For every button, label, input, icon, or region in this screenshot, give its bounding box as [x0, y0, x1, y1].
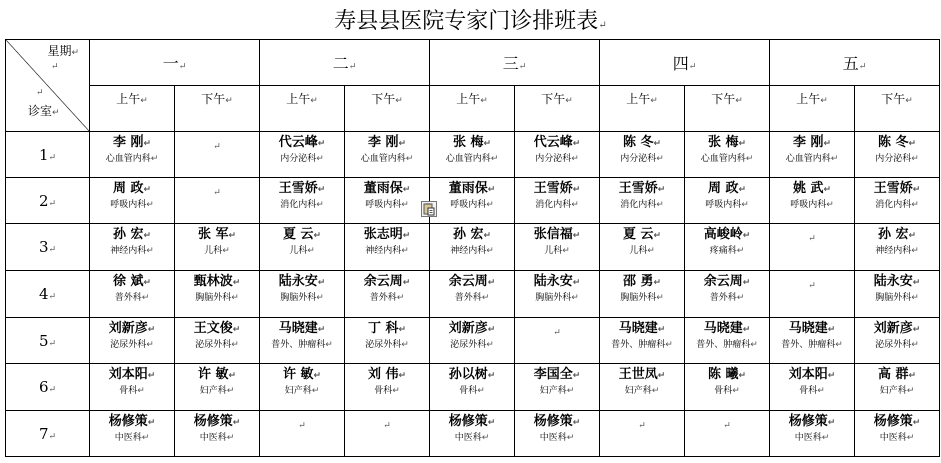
doctor-name: 刘新彦↵ — [448, 321, 496, 336]
table-row — [6, 224, 940, 271]
corner-header-cell — [6, 40, 90, 132]
schedule-cell[interactable] — [260, 224, 345, 271]
doctor-name: 代云峰↵ — [533, 135, 581, 150]
department-label: 呼吸内科↵ — [110, 200, 154, 210]
doctor-name: 陆永安↵ — [873, 274, 921, 289]
department-label: 心血管内科↵ — [360, 154, 414, 164]
half-header-pm: 下午↵ — [855, 86, 940, 132]
schedule-cell[interactable] — [770, 271, 855, 318]
schedule-cell[interactable] — [260, 178, 345, 224]
header-row-halves — [6, 86, 940, 132]
department-label: 普外科↵ — [454, 293, 490, 303]
doctor-name: 李国全↵ — [533, 367, 581, 382]
department-label: 中医科↵ — [114, 433, 150, 443]
department-label: 神经内科↵ — [450, 246, 494, 256]
doctor-name: 陆永安↵ — [278, 274, 326, 289]
department-label: 胸脑外科↵ — [535, 293, 579, 303]
room-number-cell: 4↵ — [6, 271, 90, 318]
room-number-cell: 5↵ — [6, 318, 90, 364]
schedule-cell[interactable] — [90, 132, 175, 178]
schedule-cell[interactable] — [430, 178, 515, 224]
doctor-name: 高峻岭↵ — [703, 227, 751, 242]
doctor-name: 陈 曦↵ — [707, 367, 747, 382]
doctor-name: 许 敏↵ — [197, 367, 237, 382]
schedule-cell[interactable] — [855, 178, 940, 224]
doctor-name: 甄林波↵ — [193, 274, 241, 289]
header-row-days — [6, 40, 940, 86]
schedule-cell[interactable] — [345, 271, 430, 318]
schedule-cell[interactable] — [515, 318, 600, 364]
department-label: 骨科↵ — [459, 386, 485, 396]
schedule-cell[interactable] — [345, 178, 430, 224]
schedule-cell[interactable] — [175, 411, 260, 457]
half-header-am: 上午↵ — [770, 86, 855, 132]
doctor-name: 董雨保↵ — [363, 181, 411, 196]
doctor-name: 余云周↵ — [703, 274, 751, 289]
schedule-cell[interactable] — [600, 364, 685, 411]
doctor-name: 董雨保↵ — [448, 181, 496, 196]
doctor-name: 李 刚↵ — [792, 135, 832, 150]
half-header-am: 上午↵ — [600, 86, 685, 132]
doctor-name: 李 刚↵ — [367, 135, 407, 150]
schedule-cell[interactable] — [260, 132, 345, 178]
doctor-name: 马晓建↵ — [278, 321, 326, 336]
schedule-cell[interactable] — [600, 132, 685, 178]
doctor-name: 刘 伟↵ — [367, 367, 407, 382]
doctor-name: 杨修策↵ — [193, 414, 241, 429]
department-label: 儿科↵ — [289, 246, 315, 256]
table-row — [6, 364, 940, 411]
schedule-table — [5, 39, 940, 457]
paragraph-mark: ↵ — [298, 421, 306, 431]
schedule-cell[interactable] — [685, 411, 770, 457]
half-header-am: 上午↵ — [260, 86, 345, 132]
room-number-cell: 3↵ — [6, 224, 90, 271]
schedule-cell[interactable] — [770, 132, 855, 178]
doctor-name: 孙 宏↵ — [452, 227, 492, 242]
schedule-cell[interactable] — [685, 132, 770, 178]
schedule-cell[interactable] — [770, 318, 855, 364]
paragraph-mark: ↵ — [808, 281, 816, 291]
doctor-name: 陈 冬↵ — [622, 135, 662, 150]
schedule-cell[interactable] — [770, 224, 855, 271]
schedule-cell[interactable] — [90, 178, 175, 224]
paragraph-mark: ↵ — [213, 188, 221, 198]
half-header-am: 上午↵ — [430, 86, 515, 132]
doctor-name: 马晓建↵ — [788, 321, 836, 336]
doctor-name: 孙 宏↵ — [112, 227, 152, 242]
doctor-name: 陈 冬↵ — [877, 135, 917, 150]
schedule-cell[interactable] — [175, 364, 260, 411]
weekday-corner-label: 星期↵ — [47, 44, 79, 58]
doctor-name: 孙以树↵ — [448, 367, 496, 382]
schedule-cell[interactable] — [90, 318, 175, 364]
room-number-cell: 6↵ — [6, 364, 90, 411]
schedule-cell[interactable] — [855, 411, 940, 457]
schedule-cell[interactable] — [515, 364, 600, 411]
department-label: 消化内科↵ — [875, 200, 919, 210]
paste-options-icon[interactable] — [421, 201, 437, 217]
schedule-cell[interactable] — [90, 271, 175, 318]
department-label: 儿科↵ — [544, 246, 570, 256]
paragraph-mark: ↵ — [383, 421, 391, 431]
schedule-cell[interactable] — [175, 224, 260, 271]
department-label: 骨科↵ — [374, 386, 400, 396]
doctor-name: 马晓建↵ — [703, 321, 751, 336]
department-label: 普外科↵ — [709, 293, 745, 303]
room-number-cell: 7↵ — [6, 411, 90, 457]
schedule-cell[interactable] — [90, 224, 175, 271]
table-row — [6, 411, 940, 457]
department-label: 骨科↵ — [799, 386, 825, 396]
department-label: 消化内科↵ — [280, 200, 324, 210]
doctor-name: 刘新彦↵ — [873, 321, 921, 336]
department-label: 中医科↵ — [539, 433, 575, 443]
schedule-cell[interactable] — [260, 411, 345, 457]
department-label: 心血管内科↵ — [105, 154, 159, 164]
doctor-name: 许 敏↵ — [282, 367, 322, 382]
half-header-pm: 下午↵ — [515, 86, 600, 132]
schedule-cell[interactable] — [600, 178, 685, 224]
doctor-name: 杨修策↵ — [873, 414, 921, 429]
doctor-name: 刘新彦↵ — [108, 321, 156, 336]
department-label: 心血管内科↵ — [700, 154, 754, 164]
department-label: 泌尿外科↵ — [450, 340, 494, 350]
department-label: 中医科↵ — [879, 433, 915, 443]
department-label: 内分泌科↵ — [535, 154, 579, 164]
department-label: 消化内科↵ — [535, 200, 579, 210]
department-label: 呼吸内科↵ — [790, 200, 834, 210]
schedule-cell[interactable] — [345, 411, 430, 457]
doctor-name: 王世凤↵ — [618, 367, 666, 382]
department-label: 呼吸内科↵ — [450, 200, 494, 210]
doctor-name: 夏 云↵ — [622, 227, 662, 242]
schedule-cell[interactable] — [685, 178, 770, 224]
schedule-cell[interactable] — [430, 271, 515, 318]
doctor-name: 王雪娇↵ — [533, 181, 581, 196]
schedule-cell[interactable] — [515, 411, 600, 457]
half-header-pm: 下午↵ — [685, 86, 770, 132]
doctor-name: 杨修策↵ — [788, 414, 836, 429]
doctor-name: 王雪娇↵ — [618, 181, 666, 196]
department-label: 儿科↵ — [629, 246, 655, 256]
half-header-am: 上午↵ — [90, 86, 175, 132]
department-label: 胸脑外科↵ — [195, 293, 239, 303]
department-label: 妇产科↵ — [284, 386, 320, 396]
paragraph-mark: ↵ — [213, 142, 221, 152]
schedule-cell[interactable] — [430, 411, 515, 457]
schedule-cell[interactable] — [770, 178, 855, 224]
doctor-name: 刘本阳↵ — [108, 367, 156, 382]
schedule-cell[interactable] — [515, 132, 600, 178]
department-label: 心血管内科↵ — [785, 154, 839, 164]
schedule-cell[interactable] — [855, 224, 940, 271]
schedule-cell[interactable] — [600, 318, 685, 364]
doctor-name: 王文俊↵ — [193, 321, 241, 336]
schedule-cell[interactable] — [430, 318, 515, 364]
department-label: 普外科↵ — [369, 293, 405, 303]
doctor-name: 陆永安↵ — [533, 274, 581, 289]
department-label: 泌尿外科↵ — [365, 340, 409, 350]
doctor-name: 王雪娇↵ — [873, 181, 921, 196]
department-label: 泌尿外科↵ — [875, 340, 919, 350]
department-label: 普外、肿瘤科↵ — [696, 340, 758, 350]
department-label: 妇产科↵ — [539, 386, 575, 396]
department-label: 妇产科↵ — [624, 386, 660, 396]
table-row — [6, 318, 940, 364]
schedule-cell[interactable] — [515, 224, 600, 271]
schedule-cell[interactable] — [600, 411, 685, 457]
doctor-name: 丁 科↵ — [367, 321, 407, 336]
doctor-name: 孙 宏↵ — [877, 227, 917, 242]
schedule-cell[interactable] — [770, 411, 855, 457]
table-row — [6, 271, 940, 318]
department-label: 普外、肿瘤科↵ — [781, 340, 843, 350]
schedule-cell[interactable] — [855, 318, 940, 364]
schedule-cell[interactable] — [90, 411, 175, 457]
schedule-cell[interactable] — [855, 132, 940, 178]
schedule-cell[interactable] — [260, 271, 345, 318]
day-header-tue: 二↵ — [260, 40, 430, 86]
table-row — [6, 132, 940, 178]
schedule-cell[interactable] — [175, 271, 260, 318]
schedule-cell[interactable] — [90, 364, 175, 411]
department-label: 内分泌科↵ — [280, 154, 324, 164]
table-row — [6, 178, 940, 224]
schedule-cell[interactable] — [175, 318, 260, 364]
half-header-pm: 下午↵ — [345, 86, 430, 132]
doctor-name: 高 群↵ — [877, 367, 917, 382]
schedule-cell[interactable] — [175, 178, 260, 224]
schedule-cell[interactable] — [855, 271, 940, 318]
schedule-cell[interactable] — [175, 132, 260, 178]
department-label: 普外、肿瘤科↵ — [611, 340, 673, 350]
day-header-wed: 三↵ — [430, 40, 600, 86]
schedule-cell[interactable] — [430, 364, 515, 411]
half-header-pm: 下午↵ — [175, 86, 260, 132]
doctor-name: 余云周↵ — [363, 274, 411, 289]
department-label: 胸脑外科↵ — [280, 293, 324, 303]
schedule-cell[interactable] — [345, 132, 430, 178]
room-number-cell: 2↵ — [6, 178, 90, 224]
schedule-cell[interactable] — [430, 132, 515, 178]
department-label: 疼痛科↵ — [709, 246, 745, 256]
department-label: 胸脑外科↵ — [620, 293, 664, 303]
department-label: 普外科↵ — [114, 293, 150, 303]
doctor-name: 夏 云↵ — [282, 227, 322, 242]
paragraph-mark: ↵ — [598, 20, 607, 31]
doctor-name: 杨修策↵ — [108, 414, 156, 429]
schedule-cell[interactable] — [600, 224, 685, 271]
doctor-name: 张 梅↵ — [452, 135, 492, 150]
title-text: 寿县县医院专家门诊排班表 — [334, 9, 599, 34]
doctor-name: 张志明↵ — [363, 227, 411, 242]
department-label: 中医科↵ — [794, 433, 830, 443]
schedule-cell[interactable] — [345, 364, 430, 411]
doctor-name: 王雪娇↵ — [278, 181, 326, 196]
doctor-name: 张信福↵ — [533, 227, 581, 242]
doctor-name: 李 刚↵ — [112, 135, 152, 150]
department-label: 胸脑外科↵ — [875, 293, 919, 303]
schedule-cell[interactable] — [685, 364, 770, 411]
schedule-cell[interactable] — [685, 224, 770, 271]
department-label: 呼吸内科↵ — [705, 200, 749, 210]
schedule-cell[interactable] — [515, 178, 600, 224]
schedule-cell[interactable] — [430, 224, 515, 271]
department-label: 儿科↵ — [204, 246, 230, 256]
department-label: 内分泌科↵ — [875, 154, 919, 164]
doctor-name: 周 政↵ — [112, 181, 152, 196]
department-label: 呼吸内科↵ — [365, 200, 409, 210]
schedule-cell[interactable] — [345, 224, 430, 271]
department-label: 神经内科↵ — [365, 246, 409, 256]
page-title — [0, 4, 941, 35]
doctor-name: 杨修策↵ — [448, 414, 496, 429]
doctor-name: 余云周↵ — [448, 274, 496, 289]
department-label: 妇产科↵ — [199, 386, 235, 396]
department-label: 神经内科↵ — [875, 246, 919, 256]
doctor-name: 张 军↵ — [197, 227, 237, 242]
department-label: 中医科↵ — [199, 433, 235, 443]
department-label: 中医科↵ — [454, 433, 490, 443]
day-header-mon: 一↵ — [90, 40, 260, 86]
paragraph-mark: ↵ — [638, 421, 646, 431]
paragraph-mark: ↵ — [51, 62, 59, 72]
department-label: 消化内科↵ — [620, 200, 664, 210]
doctor-name: 代云峰↵ — [278, 135, 326, 150]
department-label: 泌尿外科↵ — [110, 340, 154, 350]
schedule-cell[interactable] — [345, 318, 430, 364]
day-header-thu: 四↵ — [600, 40, 770, 86]
department-label: 神经内科↵ — [110, 246, 154, 256]
schedule-cell[interactable] — [685, 271, 770, 318]
department-label: 骨科↵ — [714, 386, 740, 396]
doctor-name: 徐 斌↵ — [112, 274, 152, 289]
schedule-cell[interactable] — [770, 364, 855, 411]
doctor-name: 杨修策↵ — [533, 414, 581, 429]
schedule-cell[interactable] — [855, 364, 940, 411]
room-corner-label: 诊室↵ — [28, 104, 60, 118]
department-label: 妇产科↵ — [879, 386, 915, 396]
department-label: 内分泌科↵ — [620, 154, 664, 164]
schedule-cell[interactable] — [685, 318, 770, 364]
paragraph-mark: ↵ — [723, 421, 731, 431]
room-number-cell: 1↵ — [6, 132, 90, 178]
day-header-fri: 五↵ — [770, 40, 940, 86]
paragraph-mark: ↵ — [553, 328, 561, 338]
department-label: 泌尿外科↵ — [195, 340, 239, 350]
department-label: 普外、肿瘤科↵ — [271, 340, 333, 350]
paragraph-mark: ↵ — [36, 88, 44, 98]
schedule-cell[interactable] — [260, 318, 345, 364]
doctor-name: 姚 武↵ — [792, 181, 832, 196]
doctor-name: 刘本阳↵ — [788, 367, 836, 382]
department-label: 心血管内科↵ — [445, 154, 499, 164]
schedule-cell[interactable] — [515, 271, 600, 318]
doctor-name: 马晓建↵ — [618, 321, 666, 336]
schedule-cell[interactable] — [600, 271, 685, 318]
schedule-cell[interactable] — [260, 364, 345, 411]
doctor-name: 张 梅↵ — [707, 135, 747, 150]
doctor-name: 周 政↵ — [707, 181, 747, 196]
doctor-name: 邵 勇↵ — [622, 274, 662, 289]
paragraph-mark: ↵ — [808, 234, 816, 244]
department-label: 骨科↵ — [119, 386, 145, 396]
